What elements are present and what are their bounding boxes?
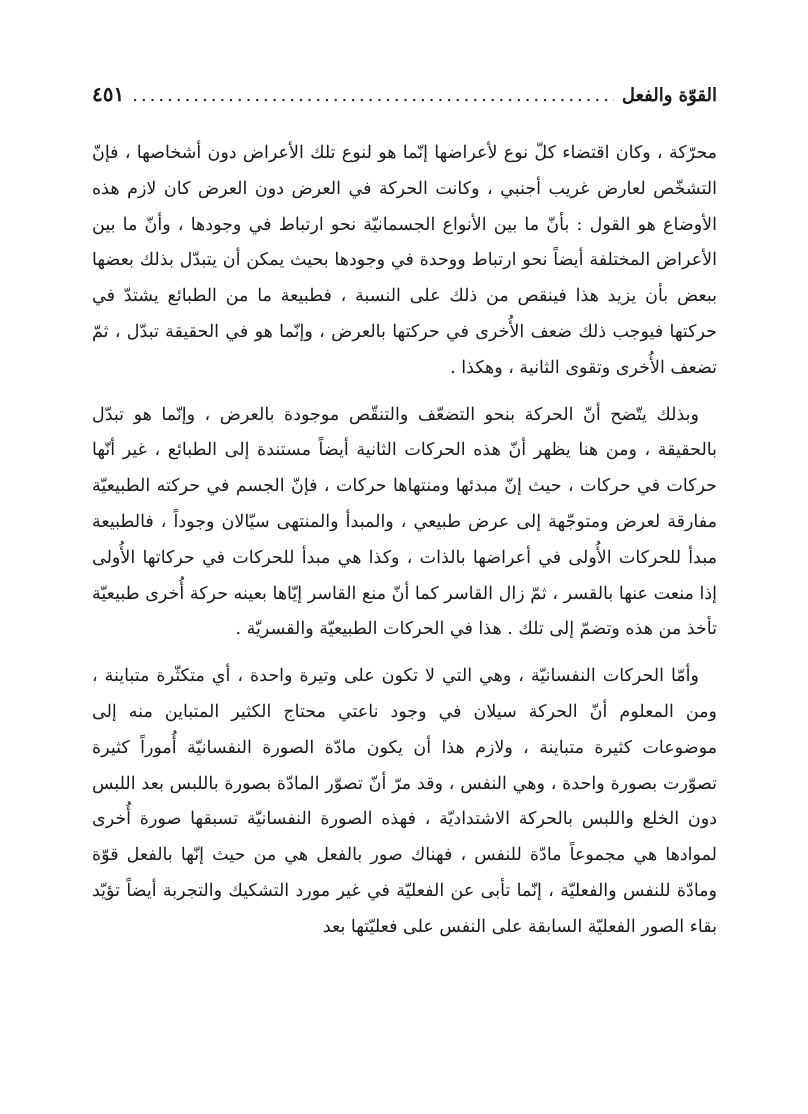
chapter-title: القوّة والفعل — [621, 85, 717, 106]
paragraph: وبذلك يتّضح أنّ الحركة بنحو التضعّف والتنقّص موجودة بالعرض ، وإنّما هو تبدّل بالحقيقة ، ومن هنا يظهر أنّ هذه الحركات الثانية أيضاً مستندة إلى الطبائع ، غير أنّها حركات في حركات ، حيث إنّ مبدئها ومنتهاها حركات ، فإنّ الجسم في حركته الطبيعيّة مفارقة لعرض ومتوجّهة إلى عرض طبيعي ، والمبدأ والمنتهى سيّالان وجوداً ، فالطبيعة مبدأ للحركات الأُولى في أعراضها بالذات ، وكذا هي مبدأ للحركات في حركاتها الأُولى إذا منعت عنها بالقسر ، ثمّ زال القاسر كما أنّ منع القاسر إيّاها بعينه حركة أُخرى طبيعيّة تأخذ من هذه وتضمّ إلى تلك . هذا في الحركات الطبيعيّة والقسريّة . — [92, 404, 717, 640]
page-number: ٤٥١ — [92, 82, 125, 106]
leader-dots — [132, 85, 614, 106]
paragraph: محرّكة ، وكان اقتضاء كلّ نوع لأعراضها إنّما هو لنوع تلك الأعراض دون أشخاصها ، فإنّ التشخّص لعارض غريب أجنبي ، وكانت الحركة في العرض دون العرض كان لازم هذه الأوضاع هو القول : بأنّ ما بين الأنواع الجسمانيّة نحو ارتباط في وجودها ، وأنّ ما بين الأعراض المختلفة أيضاً نحو ارتباط ووحدة في وجودها بحيث يمكن أن يتبدّل بذلك بعضها ببعض بأن يزيد هذا فينقص من ذلك على النسبة ، فطبيعة ما من الطبائع يشتدّ في حركتها فيوجب ذلك ضعف الأُخرى في حركتها بالعرض ، وإنّما هو في الحقيقة تبدّل ، ثمّ تضعف الأُخرى وتقوى الثانية ، وهكذا . — [92, 143, 717, 378]
body-text — [92, 136, 717, 946]
running-header — [92, 82, 717, 116]
paragraph: وأمّا الحركات النفسانيّة ، وهي التي لا تكون على وتيرة واحدة ، أي متكثّرة متباينة ، ومن المعلوم أنّ الحركة سيلان في وجود ناعتي محتاج الكثير المتباين منه إلى موضوعات كثيرة متباينة ، ولازم هذا أن يكون مادّة الصورة النفسانيّة أُموراً كثيرة تصوّرت بصورة واحدة ، وهي النفس ، وقد مرّ أنّ تصوّر المادّة بصورة باللبس بعد اللبس دون الخلع واللبس بالحركة الاشتداديّة ، فهذه الصورة النفسانيّة تسبقها صورة أُخرى لموادها هي مجموعاً مادّة للنفس ، فهناك صور بالفعل هي من حيث إنّها بالفعل قوّة ومادّة للنفس والفعليّة ، إنّما تأبى عن الفعليّة في غير مورد التشكيك والتجربة أيضاً تؤيّد بقاء الصور الفعليّة السابقة على النفس على فعليّتها بعد — [92, 666, 717, 937]
book-page — [92, 82, 717, 957]
